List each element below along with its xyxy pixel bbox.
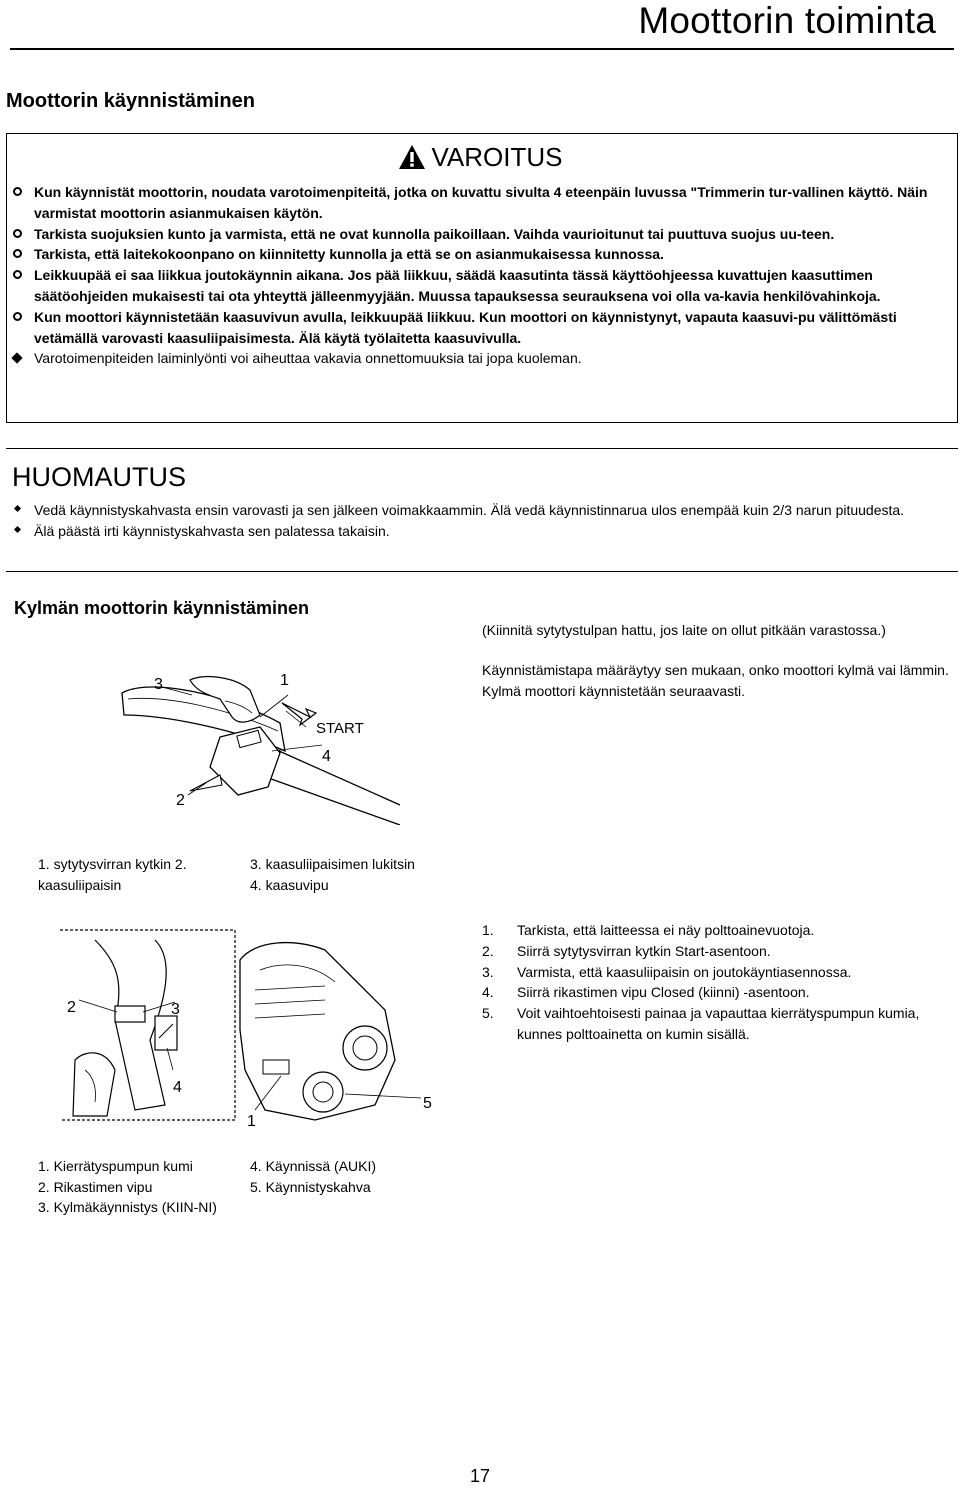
fig2-label-5: 5 xyxy=(423,1095,432,1112)
spark-plug-note: (Kiinnitä sytytystulpan hattu, jos laite on ollut pitkään varastossa.) xyxy=(482,622,886,638)
fig1-legend-item-4: 4. kaasuvipu xyxy=(250,876,329,893)
step-text: Voit vaihtoehtoisesti painaa ja vapauttaa kierrätyspumpun kumia, kunnes polttoainetta on kumin sisällä. xyxy=(517,1005,920,1042)
warning-item-text: Kun moottori käynnistetään kaasuvivun avulla, leikkuupää liikkuu. Kun moottori on käynnistynyt, vapauta kaasuvi-pu välittömästi vetämällä varovasti kaasuliipaisimesta. Älä käytä työlaitetta kaasuvivulla. xyxy=(34,308,897,346)
warning-item-text: Leikkuupää ei saa liikkua joutokäynnin aikana. Jos pää liikkuu, säädä kaasutinta tässä käyttöohjeessa kuvattujen kaasuttimen säätöohjeiden mukaisesti tai ota yhteyttä jälleenmyyjään. Muussa tapauksessa seurauksena voi olla va-kavia henkilövahinkoja. xyxy=(34,267,881,304)
warning-item xyxy=(10,348,952,369)
fig2-label-1: 1 xyxy=(247,1113,256,1130)
step-number: 3. xyxy=(482,963,494,980)
cold-start-steps xyxy=(482,920,958,1045)
engine-illustration xyxy=(55,920,445,1130)
page-number: 17 xyxy=(469,1466,491,1486)
fig2-legend-item-2: 2. Rikastimen vipu xyxy=(38,1178,153,1195)
warning-item xyxy=(10,224,952,245)
small-diamond-bullet-icon xyxy=(14,525,21,532)
step-item xyxy=(482,920,958,941)
step-number: 1. xyxy=(482,922,494,938)
step-item xyxy=(482,1003,958,1045)
circle-bullet-icon xyxy=(13,229,22,238)
step-text: Siirrä sytytysvirran kytkin Start-asentoon. xyxy=(517,942,771,959)
step-item xyxy=(482,982,958,1003)
note-item-text: Älä päästä irti käynnistyskahvasta sen palatessa takaisin. xyxy=(34,522,390,539)
warning-item xyxy=(10,307,952,349)
warning-item-text: Kun käynnistät moottorin, noudata varotoimenpiteitä, jotka on kuvattu sivulta 4 eteenpäin luvussa "Trimmerin tur-vallinen käyttö. Näin varmistat moottorin asianmukaisen käytön. xyxy=(34,184,928,221)
note-list xyxy=(12,500,948,541)
small-diamond-bullet-icon xyxy=(14,505,21,512)
fig2-legend-item-4: 4. Käynnissä (AUKI) xyxy=(250,1158,377,1174)
warning-triangle-icon xyxy=(398,144,426,177)
fig1-label-3: 3 xyxy=(154,676,163,693)
step-item xyxy=(482,941,958,962)
fig2-legend-item-3: 3. Kylmäkäynnistys (KIIN-NI) xyxy=(38,1199,217,1215)
throttle-handle-illustration xyxy=(110,655,400,825)
warning-item xyxy=(10,265,952,307)
circle-bullet-icon xyxy=(13,187,22,196)
step-number: 2. xyxy=(482,942,494,959)
engine-figure xyxy=(55,920,445,1130)
warning-item-text: Tarkista suojuksien kunto ja varmista, että ne ovat kunnolla paikoillaan. Vaihda vaurioitunut tai puuttuva suojus uu-teen. xyxy=(34,225,835,242)
warning-list xyxy=(10,182,952,369)
fig2-label-4: 4 xyxy=(173,1079,182,1096)
fig1-label-2: 2 xyxy=(176,792,185,809)
fig1-label-4: 4 xyxy=(322,748,331,765)
fig2-legend-right xyxy=(250,1156,470,1197)
warning-item-text: Tarkista, että laitekokoonpano on kiinnitetty kunnolla ja että se on asianmukaisessa kunnossa. xyxy=(34,246,664,263)
step-text: Tarkista, että laitteessa ei näy polttoainevuotoja. xyxy=(517,922,815,938)
note-item xyxy=(12,500,948,521)
warning-item-text: Varotoimenpiteiden laiminlyönti voi aiheuttaa vakavia onnettomuuksia tai jopa kuoleman. xyxy=(34,350,582,367)
circle-bullet-icon xyxy=(13,312,22,321)
warning-heading xyxy=(0,142,960,177)
step-text: Varmista, että kaasuliipaisin on joutokäyntiasennossa. xyxy=(517,963,852,980)
start-method-note: Käynnistämistapa määräytyy sen mukaan, onko moottori kylmä vai lämmin. Kylmä moottori käynnistetään seuraavasti. xyxy=(482,662,949,699)
fig2-legend-item-1: 1. Kierrätyspumpun kumi xyxy=(38,1158,193,1174)
step-number: 5. xyxy=(482,1005,494,1022)
fig2-legend-left xyxy=(38,1156,238,1218)
header-rule xyxy=(10,48,954,50)
note-item-text: Vedä käynnistyskahvasta ensin varovasti ja sen jälkeen voimakkaammin. Älä vedä käynnistinnarua ulos enempää kuin 2/3 narun pituudesta. xyxy=(34,502,905,518)
note-heading: HUOMAUTUS xyxy=(12,462,186,492)
fig2-label-2: 2 xyxy=(67,999,76,1016)
fig1-label-1: 1 xyxy=(280,672,289,689)
circle-bullet-icon xyxy=(13,249,22,258)
warning-item xyxy=(10,244,952,265)
page-header-title: Moottorin toiminta xyxy=(638,0,936,41)
section-title: Moottorin käynnistäminen xyxy=(6,90,255,112)
step-item xyxy=(482,962,958,983)
note-item xyxy=(12,521,948,542)
fig1-legend-right xyxy=(250,854,470,895)
fig1-legend-left: 1. sytytysvirran kytkin 2. kaasuliipaisin xyxy=(38,856,187,893)
step-text: Siirrä rikastimen vipu Closed (kiinni) -asentoon. xyxy=(517,984,810,1001)
circle-bullet-icon xyxy=(13,270,22,279)
step-number: 4. xyxy=(482,984,494,1001)
fig2-legend-item-5: 5. Käynnistyskahva xyxy=(250,1178,371,1195)
warning-heading-text: VAROITUS xyxy=(431,142,563,172)
diamond-bullet-icon xyxy=(11,353,22,364)
warning-item xyxy=(10,182,952,224)
fig2-label-3: 3 xyxy=(171,1001,180,1018)
throttle-handle-figure xyxy=(110,655,400,825)
subsection-title: Kylmän moottorin käynnistäminen xyxy=(14,598,310,618)
fig1-label-start: START xyxy=(316,720,364,737)
fig1-legend-item-3: 3. kaasuliipaisimen lukitsin xyxy=(250,856,415,872)
